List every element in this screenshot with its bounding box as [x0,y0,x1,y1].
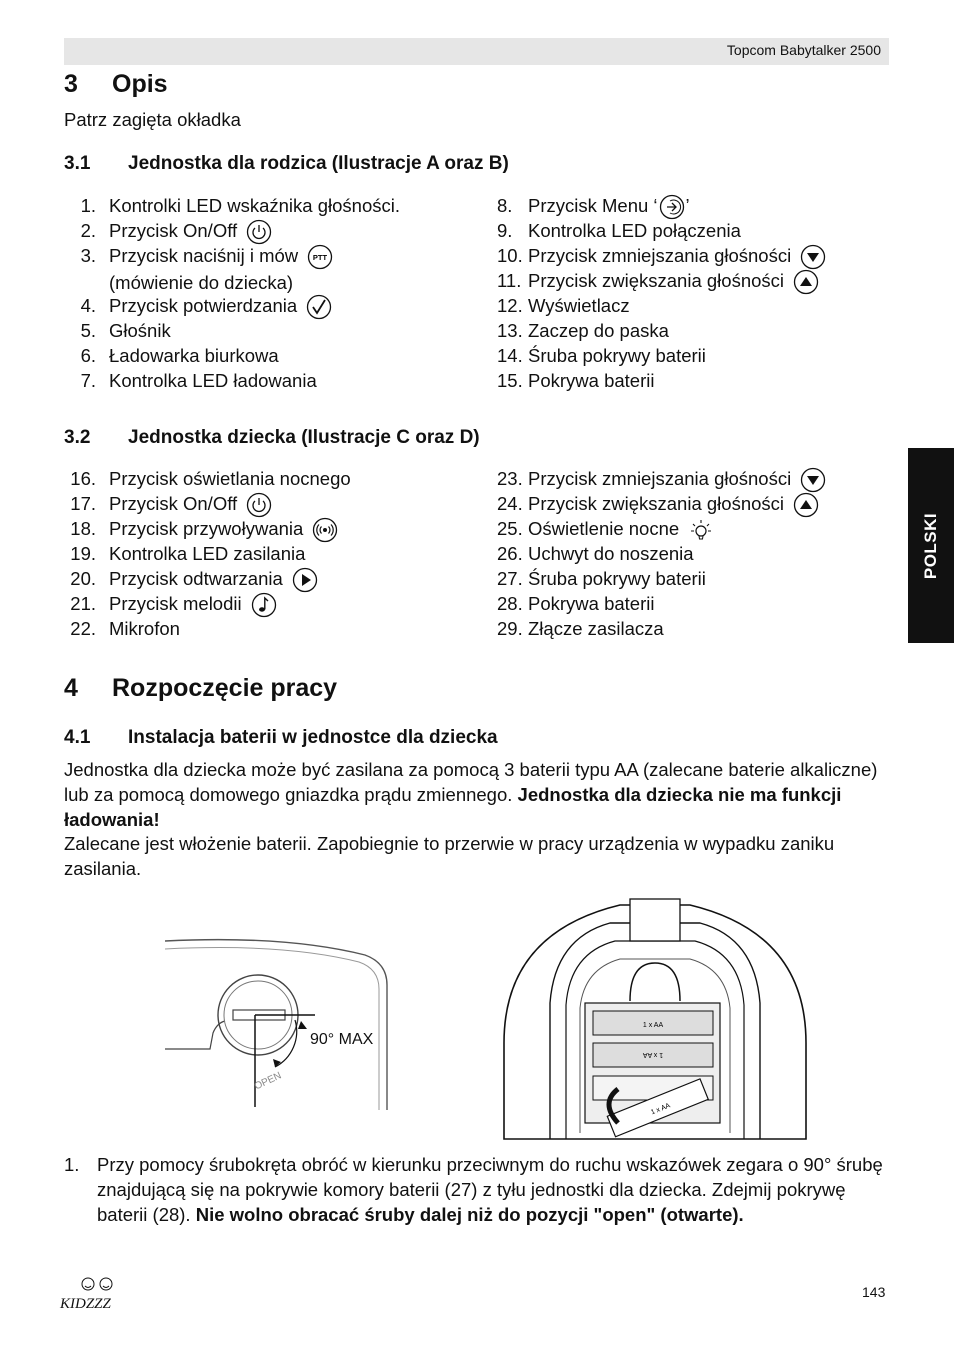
battery-compartment-illustration [500,893,812,1143]
battery-label: 1 x AA [649,1102,672,1117]
list-item: 14. Śruba pokrywy baterii [497,345,706,366]
list-item: 27. Śruba pokrywy baterii [497,568,706,589]
battery-label: 1 x AA [642,1051,664,1058]
list-item: 20. Przycisk odtwarzania [64,566,351,591]
ptt-icon [307,244,333,270]
baby-unit-list-left [64,466,351,641]
list-item: 4. Przycisk potwierdzania [64,293,400,318]
list-item: 10. Przycisk zmniejszania głośności [497,243,826,268]
list-item: 12. Wyświetlacz [497,295,630,316]
list-item: 5. Głośnik [80,320,171,341]
list-item: 18. Przycisk przywoływania [64,516,351,541]
play-icon [292,567,318,593]
logo-text: KIDZZZ [60,1296,111,1312]
baby-unit-list-right [497,466,826,641]
list-item: 17. Przycisk On/Off [64,491,351,516]
list-item: 9. Kontrolka LED połączenia [497,220,741,241]
list-item: 15. Pokrywa baterii [497,370,655,391]
check-icon [306,294,332,320]
music-note-icon [251,592,277,618]
header-product: Topcom Babytalker 2500 [726,42,881,58]
night-light-icon [688,517,714,543]
svg-text:PTT: PTT [313,253,328,263]
list-item: 21. Przycisk melodii [64,591,351,616]
volume-down-icon [800,467,826,493]
power-icon [246,492,272,518]
section-3-intro: Patrz zagięta okładka [64,109,241,130]
list-item: 28. Pokrywa baterii [497,593,655,614]
list-item: 7. Kontrolka LED ładowania [80,370,317,391]
list-item: 22. Mikrofon [70,618,180,639]
section-4-heading: 4 Rozpoczęcie pracy [64,674,338,702]
parent-unit-list-left [64,193,400,393]
kidzzz-logo [58,1272,134,1312]
list-item: 19. Kontrolka LED zasilania [70,543,306,564]
power-icon [246,219,272,245]
volume-up-icon [793,269,819,295]
section-3-heading: 3 Opis [64,70,168,98]
parent-unit-list-right [497,193,826,393]
list-item: 3. Przycisk naciśnij i mów PTT (mówienie do dziecka) [64,243,400,293]
open-label: OPEN [252,1070,284,1093]
list-item: 29. Złącze zasilacza [497,618,664,639]
menu-icon [659,194,685,220]
list-item: 23. Przycisk zmniejszania głośności [497,466,826,491]
section-4-1-paragraph-1: Jednostka dla dziecka może być zasilana za pomocą 3 baterii typu AA (zalecane baterie alkaliczne) lub za pomocą domowego gniazdka prądu zmiennego. Jednostka dla dziecka nie ma funkcji ładowania! [64,759,878,830]
list-item: 11. Przycisk zwiększania głośności [497,268,826,293]
battery-label: 1 x AA [642,1022,664,1029]
volume-up-icon [793,492,819,518]
screw-rotation-illustration [165,935,390,1110]
list-item: 16. Przycisk oświetlania nocnego [70,468,351,489]
list-item: 24. Przycisk zwiększania głośności [497,491,826,516]
section-3-1-heading: 3.1 Jednostka dla rodzica (Ilustracje A oraz B) [64,153,509,174]
list-item: 2. Przycisk On/Off [64,218,400,243]
list-item: 1. Kontrolki LED wskaźnika głośności. [80,195,400,216]
list-item: 8. Przycisk Menu ‘ ’ [497,193,826,218]
call-icon [312,517,338,543]
volume-down-icon [800,244,826,270]
section-4-1-paragraph-2: Zalecane jest włożenie baterii. Zapobiegnie to przerwie w pracy urządzenia w wypadku zaniku zasilania. [64,833,835,879]
list-item: 26. Uchwyt do noszenia [497,543,694,564]
header-bar [64,38,889,65]
list-item: 13. Zaczep do paska [497,320,669,341]
section-4-1-heading: 4.1 Instalacja baterii w jednostce dla dziecka [64,727,498,748]
page-number: 143 [862,1284,886,1300]
section-3-2-heading: 3.2 Jednostka dziecka (Ilustracje C oraz D) [64,427,480,448]
angle-label: 90° MAX [310,1031,374,1048]
list-item: 6. Ładowarka biurkowa [80,345,279,366]
language-tab: POLSKI [908,448,954,643]
list-item: 25. Oświetlenie nocne [497,516,826,541]
